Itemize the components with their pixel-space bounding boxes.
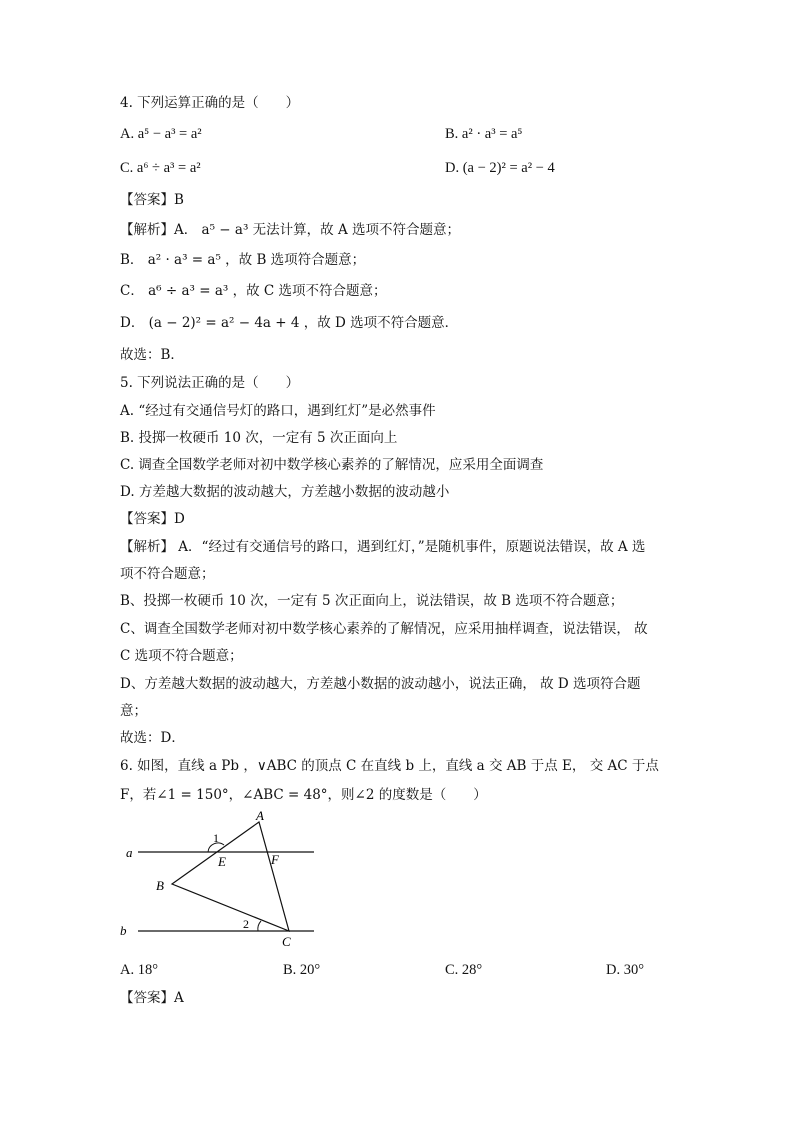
q4-analysis-line: B． a² · a³ = a⁵ ，故 B 选项符合题意；: [120, 252, 366, 268]
q4-option-b: B. a² · a³ = a⁵: [445, 126, 523, 142]
q5-option: C. 调查全国数学老师对初中数学核心素养的了解情况，应采用全面调查: [120, 457, 544, 473]
q6-option-b: B. 20°: [283, 962, 321, 978]
q4-analysis-line: 故选：B．: [120, 347, 184, 363]
q5-stem: 5. 下列说法正确的是（ ）: [120, 375, 300, 391]
q5-option: A. “经过有交通信号灯的路口，遇到红灯”是必然事件: [120, 403, 436, 419]
q4-answer: 【答案】B: [120, 192, 184, 208]
q6-option-a: A. 18°: [120, 962, 159, 978]
q6-stem-line1: 6. 如图，直线 a Pb ，∨ABC 的顶点 C 在直线 b 上，直线 a 交 AB 于点 E， 交 AC 于点: [120, 758, 659, 774]
q5-analysis-line: 【解析】 A．“经过有交通信号的路口，遇到红灯，”是随机事件，原题说法错误，故 A 选: [120, 539, 646, 555]
q5-analysis-line: C 选项不符合题意；: [120, 648, 243, 664]
triangle-abc: [172, 822, 289, 931]
label-line-b: b: [120, 923, 127, 938]
q4-stem: 4. 下列运算正确的是（ ）: [120, 95, 300, 111]
label-line-a: a: [126, 845, 133, 860]
q5-analysis-line: 项不符合题意；: [120, 566, 215, 582]
q5-analysis-line: 故选：D．: [120, 730, 185, 746]
label-angle-2: 2: [243, 917, 249, 931]
q4-option-c: C. a⁶ ÷ a³ = a²: [120, 160, 201, 176]
q5-analysis-line: B、投掷一枚硬币 10 次，一定有 5 次正面向上，说法错误，故 B 选项不符合题意；: [120, 593, 624, 609]
q6-option-c: C. 28°: [445, 962, 483, 978]
label-angle-1: 1: [213, 831, 219, 845]
label-b-point: B: [156, 878, 164, 893]
label-e-point: E: [218, 854, 226, 869]
q5-option: D. 方差越大数据的波动越大，方差越小数据的波动越小: [120, 484, 450, 500]
q5-analysis-line: C、调查全国数学老师对初中数学核心素养的了解情况，应采用抽样调查，说法错误， 故: [120, 621, 648, 637]
q5-option: B. 投掷一枚硬币 10 次，一定有 5 次正面向上: [120, 430, 398, 446]
label-f-point: F: [271, 852, 279, 867]
q4-analysis-line: 【解析】A． a⁵ − a³ 无法计算，故 A 选项不符合题意；: [120, 222, 460, 238]
q5-analysis-line: 意；: [120, 703, 147, 719]
label-a-point: A: [256, 808, 264, 823]
label-c-point: C: [282, 934, 291, 949]
q5-answer: 【答案】D: [120, 511, 185, 527]
angle-2-arc: [258, 921, 261, 931]
geometry-figure: [116, 808, 326, 953]
q6-answer: 【答案】A: [120, 990, 184, 1006]
q4-analysis-line: C． a⁶ ÷ a³ = a³ ，故 C 选项不符合题意；: [120, 283, 387, 299]
q4-analysis-line: D． (a − 2)² = a² − 4a + 4 ，故 D 选项不符合题意．: [120, 315, 459, 331]
q4-option-a: A. a⁵ − a³ = a²: [120, 126, 202, 142]
q6-option-d: D. 30°: [606, 962, 645, 978]
q6-stem-line2: F，若∠1 = 150°，∠ABC = 48°，则∠2 的度数是（ ）: [120, 787, 487, 803]
q4-option-d: D. (a − 2)² = a² − 4: [445, 160, 555, 176]
q5-analysis-line: D、方差越大数据的波动越大，方差越小数据的波动越小，说法正确， 故 D 选项符合题: [120, 676, 641, 692]
